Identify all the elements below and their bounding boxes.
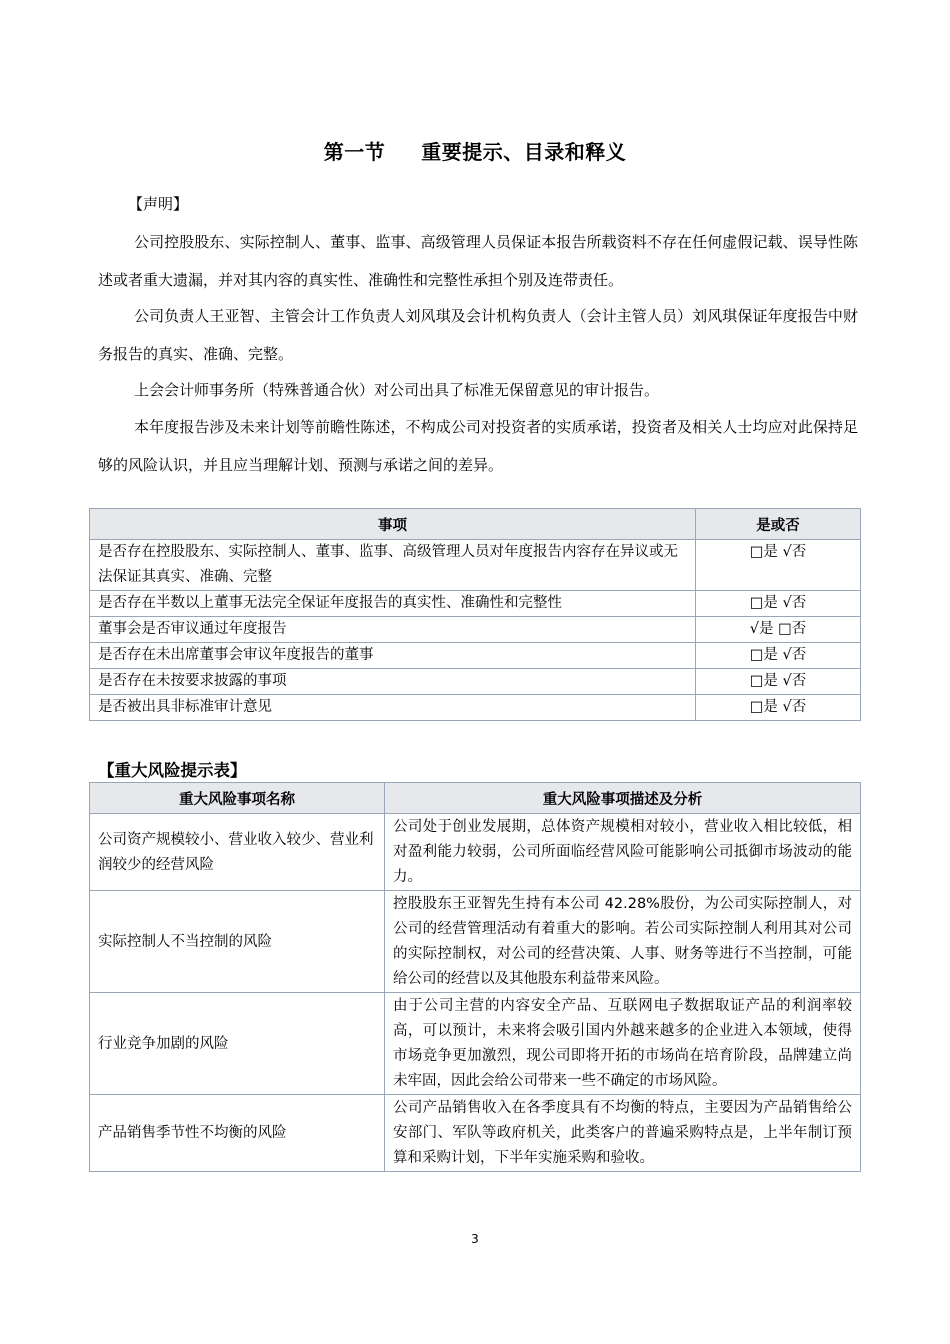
declaration-item: 是否存在控股股东、实际控制人、董事、监事、高级管理人员对年度报告内容存在异议或无法保证其真实、准确、完整 xyxy=(90,540,696,591)
statement-heading: 【声明】 xyxy=(128,195,189,213)
declaration-item: 董事会是否审议通过年度报告 xyxy=(90,617,696,643)
section-number: 第一节 xyxy=(323,140,386,164)
table-row xyxy=(90,591,861,617)
table-row xyxy=(90,669,861,695)
declaration-item: 是否存在半数以上董事无法完全保证年度报告的真实性、准确性和完整性 xyxy=(90,591,696,617)
column-header-risk-desc: 重大风险事项描述及分析 xyxy=(385,783,861,814)
declaration-table xyxy=(89,508,861,721)
table-header-row xyxy=(90,509,861,540)
table-row xyxy=(90,993,861,1095)
section-title-text: 重要提示、目录和释义 xyxy=(421,140,627,164)
statement-paragraph: 本年度报告涉及未来计划等前瞻性陈述，不构成公司对投资者的实质承诺，投资者及相关人士均应对此保持足够的风险认识，并且应当理解计划、预测与承诺之间的差异。 xyxy=(98,418,858,474)
column-header-risk-name: 重大风险事项名称 xyxy=(90,783,385,814)
table-row xyxy=(90,643,861,669)
declaration-answer: √是 □否 xyxy=(696,617,861,643)
section-title xyxy=(0,136,950,165)
table-header-row xyxy=(90,783,861,814)
declaration-item: 是否存在未按要求披露的事项 xyxy=(90,669,696,695)
table-row xyxy=(90,814,861,891)
statement-paragraph: 公司控股股东、实际控制人、董事、监事、高级管理人员保证本报告所载资料不存在任何虚假记载、误导性陈述或者重大遗漏，并对其内容的真实性、准确性和完整性承担个别及连带责任。 xyxy=(98,233,858,289)
declaration-item: 是否被出具非标准审计意见 xyxy=(90,695,696,721)
page-number: 3 xyxy=(471,1232,479,1246)
risk-table-heading: 【重大风险提示表】 xyxy=(98,761,247,780)
risk-description: 公司产品销售收入在各季度具有不均衡的特点，主要因为产品销售给公安部门、军队等政府机关，此类客户的普遍采购特点是，上半年制订预算和采购计划，下半年实施采购和验收。 xyxy=(385,1095,861,1172)
risk-table xyxy=(89,782,861,1172)
table-row xyxy=(90,540,861,591)
declaration-answer: □是 √否 xyxy=(696,591,861,617)
table-row xyxy=(90,891,861,993)
risk-name: 实际控制人不当控制的风险 xyxy=(90,891,385,993)
table-row xyxy=(90,617,861,643)
declaration-answer: □是 √否 xyxy=(696,540,861,591)
risk-description: 公司处于创业发展期，总体资产规模相对较小，营业收入相比较低，相对盈利能力较弱，公司所面临经营风险可能影响公司抵御市场波动的能力。 xyxy=(385,814,861,891)
declaration-answer: □是 √否 xyxy=(696,669,861,695)
risk-description: 由于公司主营的内容安全产品、互联网电子数据取证产品的利润率较高，可以预计，未来将会吸引国内外越来越多的企业进入本领域，使得市场竞争更加激烈，现公司即将开拓的市场尚在培育阶段，品牌建立尚未牢固，因此会给公司带来一些不确定的市场风险。 xyxy=(385,993,861,1095)
declaration-answer: □是 √否 xyxy=(696,643,861,669)
declaration-item: 是否存在未出席董事会审议年度报告的董事 xyxy=(90,643,696,669)
statement-paragraph: 公司负责人王亚智、主管会计工作负责人刘风琪及会计机构负责人（会计主管人员）刘风琪保证年度报告中财务报告的真实、准确、完整。 xyxy=(98,307,858,363)
table-row xyxy=(90,1095,861,1172)
column-header-yes-no: 是或否 xyxy=(696,509,861,540)
table-row xyxy=(90,695,861,721)
statement-paragraph: 上会会计师事务所（特殊普通合伙）对公司出具了标准无保留意见的审计报告。 xyxy=(134,381,660,399)
risk-name: 产品销售季节性不均衡的风险 xyxy=(90,1095,385,1172)
column-header-item: 事项 xyxy=(90,509,696,540)
risk-name: 公司资产规模较小、营业收入较少、营业利润较少的经营风险 xyxy=(90,814,385,891)
declaration-answer: □是 √否 xyxy=(696,695,861,721)
risk-description: 控股股东王亚智先生持有本公司 42.28%股份，为公司实际控制人，对公司的经营管理活动有着重大的影响。若公司实际控制人利用其对公司的实际控制权，对公司的经营决策、人事、财务等进行不当控制，可能给公司的经营以及其他股东利益带来风险。 xyxy=(385,891,861,993)
risk-name: 行业竞争加剧的风险 xyxy=(90,993,385,1095)
